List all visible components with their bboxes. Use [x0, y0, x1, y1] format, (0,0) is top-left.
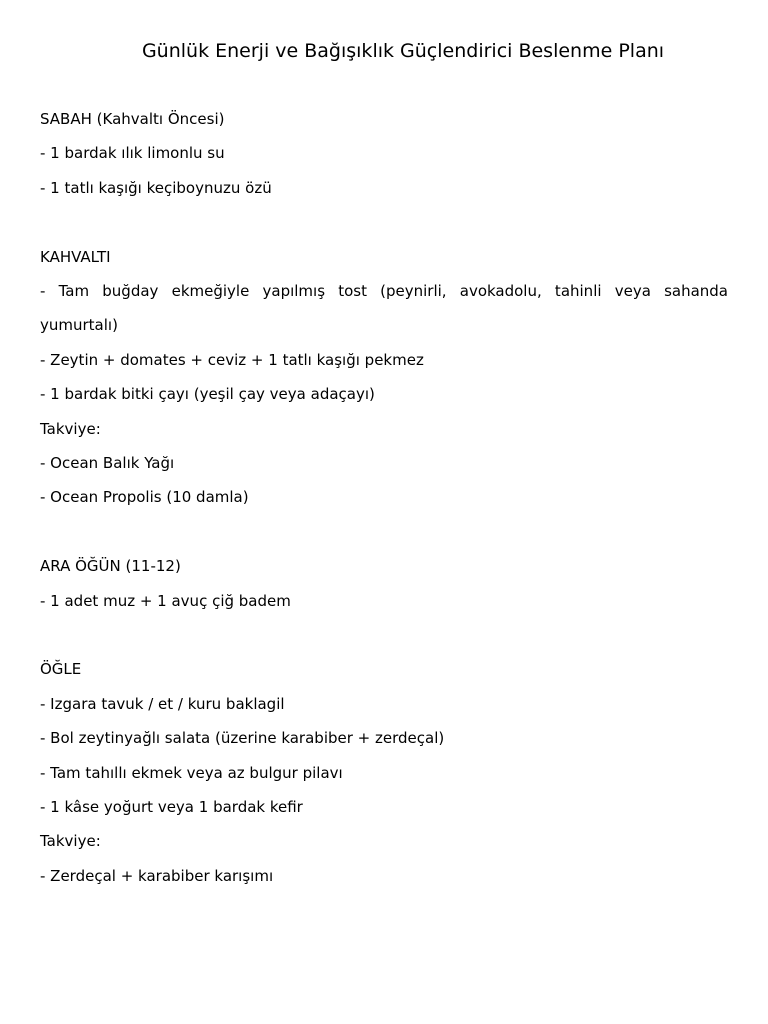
list-item: - Tam tahıllı ekmek veya az bulgur pilavı	[40, 763, 343, 782]
list-item: - Zeytin + domates + ceviz + 1 tatlı kaşığı pekmez	[40, 350, 424, 369]
list-item: - 1 kâse yoğurt veya 1 bardak kefir	[40, 798, 303, 817]
supplement-item: - Zerdeçal + karabiber karışımı	[40, 866, 274, 885]
document-title: Günlük Enerji ve Bağışıklık Güçlendirici Beslenme Planı	[141, 40, 665, 62]
supplement-label: Takviye:	[40, 832, 101, 851]
blank-line	[40, 205, 728, 239]
section-heading-ogle: ÖĞLE	[40, 660, 82, 679]
list-item: - Tam buğday ekmeğiyle yapılmış tost (peynirli, avokadolu, tahinli veya sahanda	[40, 282, 728, 301]
list-item: - Bol zeytinyağlı salata (üzerine karabiber + zerdeçal)	[40, 729, 445, 748]
section-heading-kahvalti: KAHVALTI	[40, 247, 111, 266]
list-item: - 1 bardak bitki çayı (yeşil çay veya adaçayı)	[40, 385, 375, 404]
list-item: - Izgara tavuk / et / kuru baklagil	[40, 694, 285, 713]
blank-line	[40, 618, 728, 652]
section-heading-sabah: SABAH (Kahvaltı Öncesi)	[40, 110, 225, 128]
supplement-label: Takviye:	[40, 419, 101, 438]
list-item: - 1 adet muz + 1 avuç çiğ badem	[40, 591, 291, 610]
list-item: - 1 bardak ılık limonlu su	[40, 144, 225, 163]
section-heading-ara-ogun: ARA ÖĞÜN (11-12)	[40, 557, 181, 576]
document-body	[40, 102, 728, 893]
list-item: - 1 tatlı kaşığı keçiboynuzu özü	[40, 178, 272, 197]
list-item-continuation: yumurtalı)	[40, 316, 118, 335]
supplement-item: - Ocean Propolis (10 damla)	[40, 488, 249, 507]
supplement-item: - Ocean Balık Yağı	[40, 454, 175, 473]
blank-line	[40, 515, 728, 549]
